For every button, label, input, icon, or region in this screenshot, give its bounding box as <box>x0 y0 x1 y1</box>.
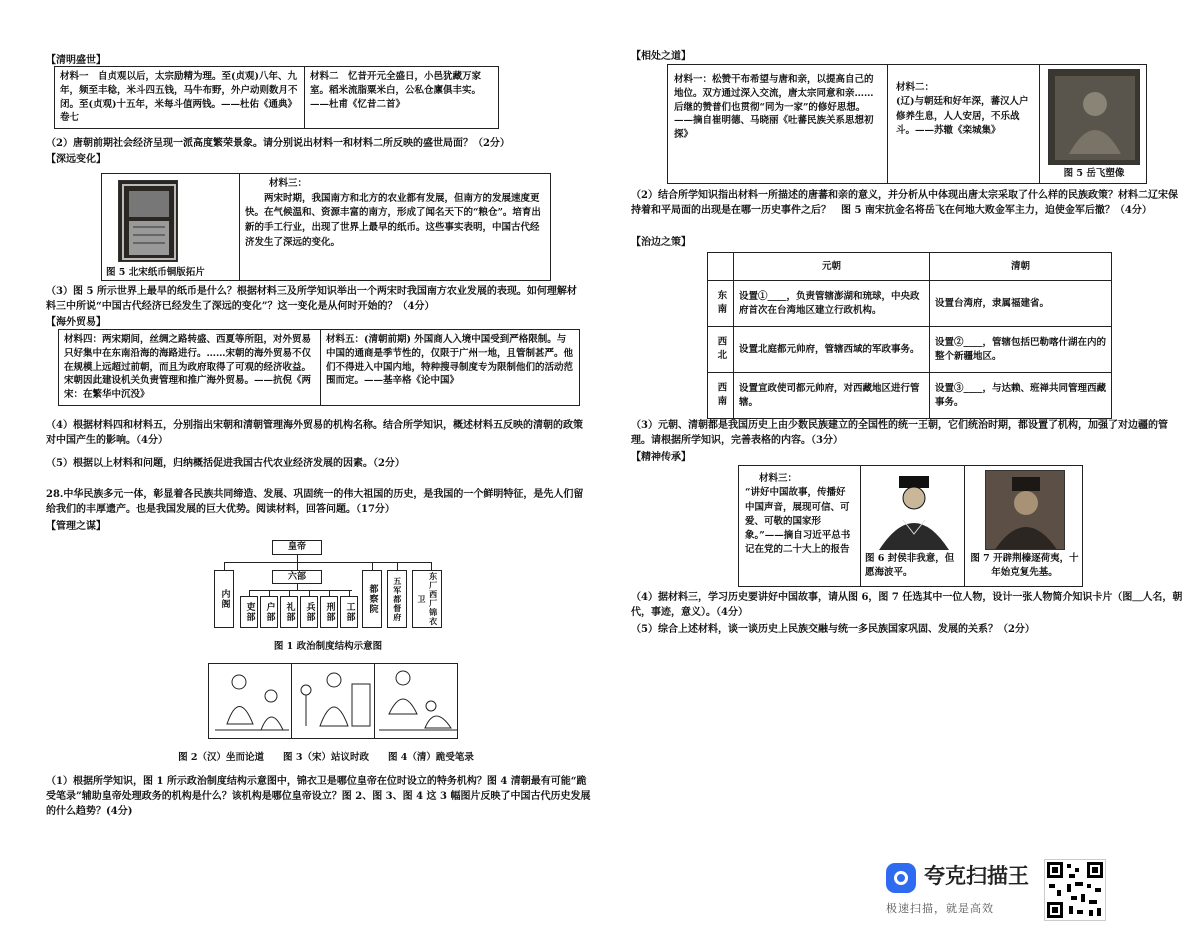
yuan-cell: 设置宣政使司都元帅府，对西藏地区进行管辖。 <box>734 373 930 419</box>
figure-4-image <box>375 664 457 738</box>
scanner-watermark <box>880 859 1120 923</box>
materials-table-4-5 <box>58 329 580 406</box>
qing-cell: 设置台湾府，隶属福建省。 <box>930 281 1112 327</box>
qr-code-pattern <box>1045 860 1105 920</box>
node-emperor: 皇帝 <box>272 540 322 555</box>
yuan-cell: 设置①____，负责管辖澎湖和琉球，中央政府首次在台湾地区建立行政机构。 <box>734 281 930 327</box>
figure-7-image <box>985 470 1065 550</box>
right-material-3-body: “讲好中国故事，传播好中国声音，展现可信、可爱、可敬的国家形象。”——摘自习近平总书记在党的二十大上的报告 <box>745 487 851 556</box>
right-materials-box <box>667 64 1147 184</box>
qing-cell: 设置③____，与达赖、班禅共同管理西藏事务。 <box>930 373 1112 419</box>
material-3-right-box <box>738 465 1083 587</box>
political-structure-chart <box>208 536 448 636</box>
material-5: 材料五：(清朝前期) 外国商人入境中国受到严格限制。与中国的通商是季节性的，仅限于广州一地，且管制甚严。他们不得进入中国内地，特种搜寻制度专为限制他们的活动范围而定。——基辛格《论中国》 <box>321 330 580 406</box>
section-title-spirit: 【精神传承】 <box>631 452 691 463</box>
figure-6-image <box>869 470 959 550</box>
figure-5-caption-right: 图 5 岳飞塑像 <box>1063 168 1125 179</box>
right-material-3-head: 材料三： <box>759 473 798 484</box>
question-5-left: （5）根据以上材料和问题，归纳概括促进我国古代农业经济发展的因素。（2分） <box>46 458 405 469</box>
table-corner <box>708 253 734 281</box>
material-3-box <box>101 173 551 281</box>
koxinga-portrait-icon <box>986 471 1065 550</box>
statue-icon <box>1049 70 1140 165</box>
material-1: 材料一 自贞观以后，太宗励精为理。至(贞观)八年、九年，频至丰稔，米斗四五钱，马牛布野，外户动则数月不闭。至(贞观)十五年，米每斗值两钱。——杜佑《通典》卷七 <box>55 67 305 129</box>
node-dept-0: 吏部 <box>240 596 258 628</box>
figure-2-image <box>209 664 292 738</box>
node-dept-3: 兵部 <box>300 596 318 628</box>
figure-6-box <box>863 466 965 586</box>
figure-7-caption: 图 7 开辟荆榛逐荷夷，十年始克复先基。 <box>970 553 1079 578</box>
question-2-right: （2）结合所学知识指出材料一所描述的唐蕃和亲的意义，并分析从中体现出唐太宗采取了什么样的民族政策？材料二辽宋保持着和平局面的出现是在哪一历史事件之后？ 图 5 南宋抗金名将岳飞在何地大败金军主力，迫使金军后撤？（4分） <box>631 190 1178 216</box>
question-5-right: （5）综合上述材料，谈一谈历史上民族交融与统一多民族国家巩固、发展的关系？（2分） <box>631 624 1035 635</box>
quark-logo-icon <box>886 863 916 893</box>
material-3-head: 材料三： <box>269 178 308 189</box>
question-1-left: （1）根据所学知识，图 1 所示政治制度结构示意图中，锦衣卫是哪位皇帝在位时设立的特务机构？图 4 清朝最有可能“跪受笔录”辅助皇帝处理政务的机构是什么？该机构是哪位皇帝设立？图 2、图 3、图 4 这 3 幅图片反映了中国古代历史发展的什么趋势？(4分) <box>46 776 591 817</box>
right-material-2-head: 材料二： <box>896 82 935 93</box>
table-header-yuan: 元朝 <box>734 253 930 281</box>
section-title-frontier: 【治边之策】 <box>631 237 691 248</box>
paper-money-figure <box>102 174 240 280</box>
figure-6-caption: 图 6 封侯非我意，但愿海波平。 <box>865 553 955 578</box>
section-title-changes: 【深远变化】 <box>46 154 106 165</box>
question-3-right: （3）元朝、清朝都是我国历史上由少数民族建立的全国性的统一王朝，它们统治时期，都设置了机构，加强了对边疆的管理。请根据所学知识，完善表格的内容。（3分） <box>631 420 1168 446</box>
right-material-2-box <box>890 65 1040 183</box>
section-title-trade: 【海外贸易】 <box>46 317 106 328</box>
question-4-left: （4）根据材料四和材料五，分别指出宋朝和清朝管理海外贸易的机构名称。结合所学知识，概述材料五反映的清朝的政策对中国产生的影响。（4分） <box>46 420 583 446</box>
material-3-text <box>245 177 547 251</box>
right-material-2: (辽)与朝廷和好年深，蕃汉人户修养生息，人人安居，不乐战斗。——苏辙《栾城集》 <box>896 96 1029 136</box>
region-cell: 东南 <box>708 281 734 327</box>
seated-officials-icon <box>209 664 292 738</box>
question-2-left: （2）唐朝前期社会经济呈现一派高度繁荣景象。请分别说出材料一和材料二所反映的盛世局面？（2分） <box>46 138 510 149</box>
paper-money-rubbing-image <box>118 180 178 262</box>
figure-3-image <box>292 664 375 738</box>
material-2: 材料二 忆昔开元全盛日，小邑犹藏万家室。稻米流脂粟米白，公私仓廪俱丰实。——杜甫《忆昔二首》 <box>305 67 499 129</box>
kneeling-officials-icon <box>375 664 457 738</box>
question-3-left: （3）图 5 所示世界上最早的纸币是什么？根据材料三及所学知识举出一个两宋时我国南方农业发展的表现。如何理解材料三中所说“中国古代经济已经发生了深远的变化”？这一变化是从何时开始的？（4分） <box>46 286 577 312</box>
node-dept-5: 工部 <box>340 596 358 628</box>
section-title-governance: 【管理之谋】 <box>46 521 106 532</box>
standing-officials-icon <box>292 664 375 738</box>
node-secret-police: 东厂西厂锦衣卫 <box>412 570 442 628</box>
qr-code-icon <box>1044 859 1106 921</box>
section-title-prosperity: 【清明盛世】 <box>46 55 106 66</box>
general-portrait-icon <box>869 470 959 550</box>
material-3-body: 两宋时期，我国南方和北方的农业都有发展，但南方的发展速度更快。在气候温和、资源丰富的南方，形成了闻名天下的“粮仓”。培育出新的手工行业，出现了世界上最早的纸币。这些事实表明，中国古代经济发生了深远的变化。 <box>245 192 541 248</box>
question-4-right: （4）据材料三，学习历史要讲好中国故事，请从图 6，图 7 任选其中一位人物，设计一张人物简介知识卡片（图＿人名，朝代，事迹，意义）。（4分） <box>631 592 1183 618</box>
node-six-ministries: 六部 <box>272 570 322 584</box>
node-dept-2: 礼部 <box>280 596 298 628</box>
right-material-1: 材料一：松赞干布希望与唐和亲，以提高自己的地位。双方通过深入交流，唐太宗同意和亲……后继的赞普们也贯彻“同为一家”的修好思想。——摘自崔明德、马晓丽《吐蕃民族关系思想初探》 <box>668 65 888 183</box>
figures-2-3-4-caption: 图 2（汉）坐而论道 图 3（宋）站议时政 图 4（清）跪受笔录 <box>178 752 474 763</box>
brand-slogan: 极速扫描，就是高效 <box>886 902 994 915</box>
table-row <box>708 327 1112 373</box>
node-censorate: 都察院 <box>362 570 382 628</box>
region-cell: 西南 <box>708 373 734 419</box>
table-row <box>708 281 1112 327</box>
node-cabinet: 内阁 <box>214 570 234 628</box>
figures-2-3-4 <box>208 663 458 739</box>
frontier-policy-table <box>707 252 1112 419</box>
material-4: 材料四：两宋期间，丝绸之路转盛、西夏等所阻，对外贸易只好集中在东南沿海的海路进行。……宋朝的海外贸易不仅在规模上远超过前朝，而且为政府取得了可观的经济收益。宋朝因此建设机关负责管理和推广海外贸易。——抗倪《两宋：在繁华中沉没》 <box>59 330 321 406</box>
yue-fei-figure <box>1042 65 1146 183</box>
yue-fei-statue-image <box>1048 69 1140 165</box>
region-cell: 西北 <box>708 327 734 373</box>
section-title-coexistence: 【相处之道】 <box>631 51 691 62</box>
materials-table-1-2 <box>54 66 499 129</box>
node-dept-1: 户部 <box>260 596 278 628</box>
yuan-cell: 设置北庭都元帅府，管辖西域的军政事务。 <box>734 327 930 373</box>
question-28: 28.中华民族多元一体，彰显着各民族共同缔造、发展、巩固统一的伟大祖国的历史，是我国的一个鲜明特征，是先人们留给我们的丰厚遗产。也是我国发展的巨大优势。阅读材料，回答问题。（17分） <box>46 489 584 515</box>
table-row <box>708 373 1112 419</box>
figure-1-caption: 图 1 政治制度结构示意图 <box>273 641 383 652</box>
node-dept-4: 刑部 <box>320 596 338 628</box>
brand-name: 夸克扫描王 <box>924 864 1029 888</box>
figure-7-box <box>967 466 1082 586</box>
table-header-qing: 清朝 <box>930 253 1112 281</box>
qing-cell: 设置②____，管辖包括巴勒喀什湖在内的整个新疆地区。 <box>930 327 1112 373</box>
figure-5-caption-left: 图 5 北宋纸币铜版拓片 <box>106 267 205 278</box>
node-military-commission: 五军都督府 <box>387 570 407 628</box>
paper-money-rubbing-icon <box>119 181 178 262</box>
right-material-3 <box>739 466 861 586</box>
